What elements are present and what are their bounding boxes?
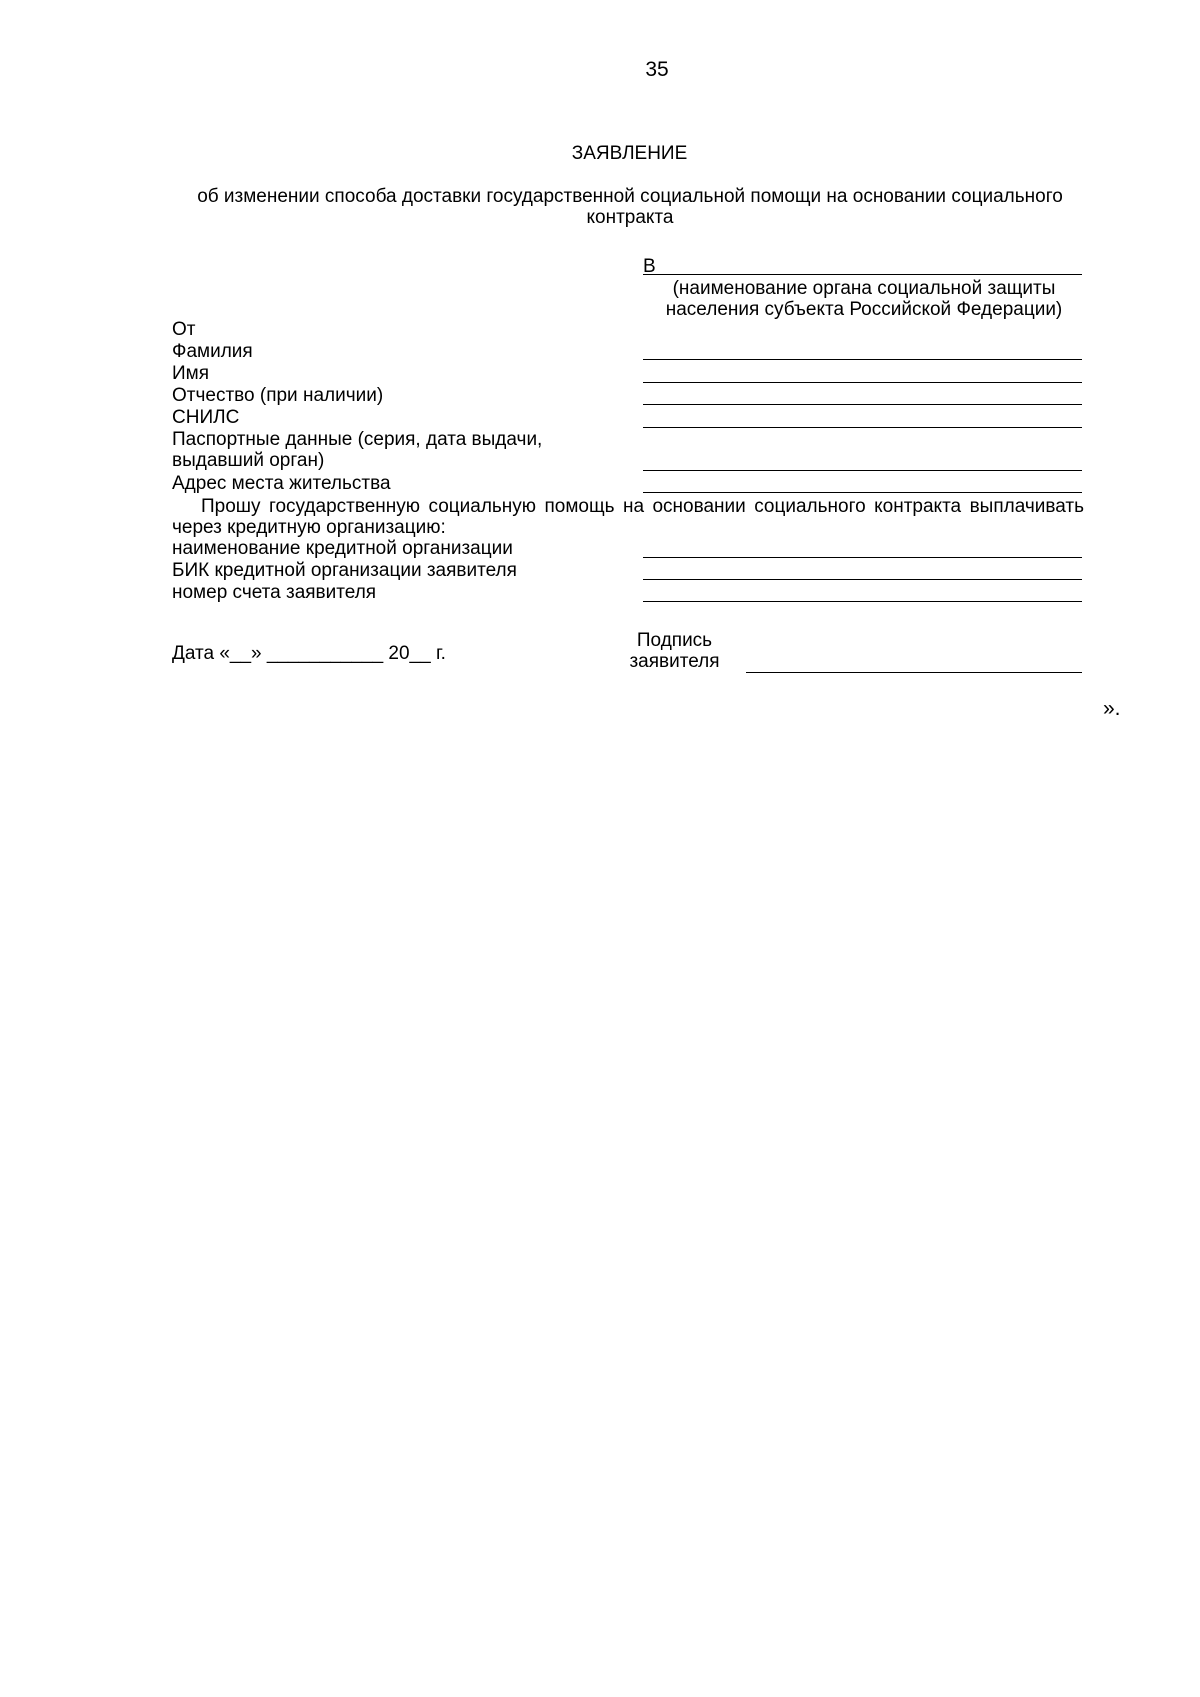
date-field[interactable]: Дата «__» ___________ 20__ г.: [172, 643, 446, 664]
bik-input-line[interactable]: [643, 579, 1082, 580]
bank-name-input-line[interactable]: [643, 557, 1082, 558]
field-label-patronymic: Отчество (при наличии): [172, 385, 384, 406]
field-label-bik: БИК кредитной организации заявителя: [172, 560, 517, 581]
name-input-line[interactable]: [643, 382, 1082, 383]
document-subtitle: об изменении способа доставки государственной социальной помощи на основании социального контракта: [197, 186, 1063, 228]
page-number: 35: [645, 58, 669, 81]
account-input-line[interactable]: [643, 601, 1082, 602]
field-label-account: номер счета заявителя: [172, 582, 377, 603]
signature-caption: Подпись заявителя: [629, 630, 720, 672]
field-label-snils: СНИЛС: [172, 407, 240, 428]
address-input-line[interactable]: [643, 492, 1082, 493]
closing-quote: ».: [1103, 697, 1121, 720]
from-label: От: [172, 319, 196, 340]
patronymic-input-line[interactable]: [643, 404, 1082, 405]
field-label-passport-cont: выдавший орган): [172, 450, 325, 471]
snils-input-line[interactable]: [643, 427, 1082, 428]
field-label-surname: Фамилия: [172, 341, 253, 362]
recipient-prefix: В: [643, 256, 656, 277]
request-paragraph: Прошу государственную социальную помощь на основании социального контракта выплачивать через кредитную организацию:: [172, 496, 1084, 538]
field-label-address: Адрес места жительства: [172, 473, 391, 494]
surname-input-line[interactable]: [643, 359, 1082, 360]
recipient-input-line[interactable]: [643, 274, 1082, 275]
document-title: ЗАЯВЛЕНИЕ: [571, 143, 688, 164]
passport-input-line[interactable]: [643, 470, 1082, 471]
field-label-name: Имя: [172, 363, 210, 384]
field-label-passport: Паспортные данные (серия, дата выдачи,: [172, 429, 543, 450]
recipient-caption: (наименование органа социальной защиты населения субъекта Российской Федерации): [665, 278, 1063, 320]
signature-input-line[interactable]: [746, 672, 1082, 673]
field-label-bank-name: наименование кредитной организации: [172, 538, 513, 559]
